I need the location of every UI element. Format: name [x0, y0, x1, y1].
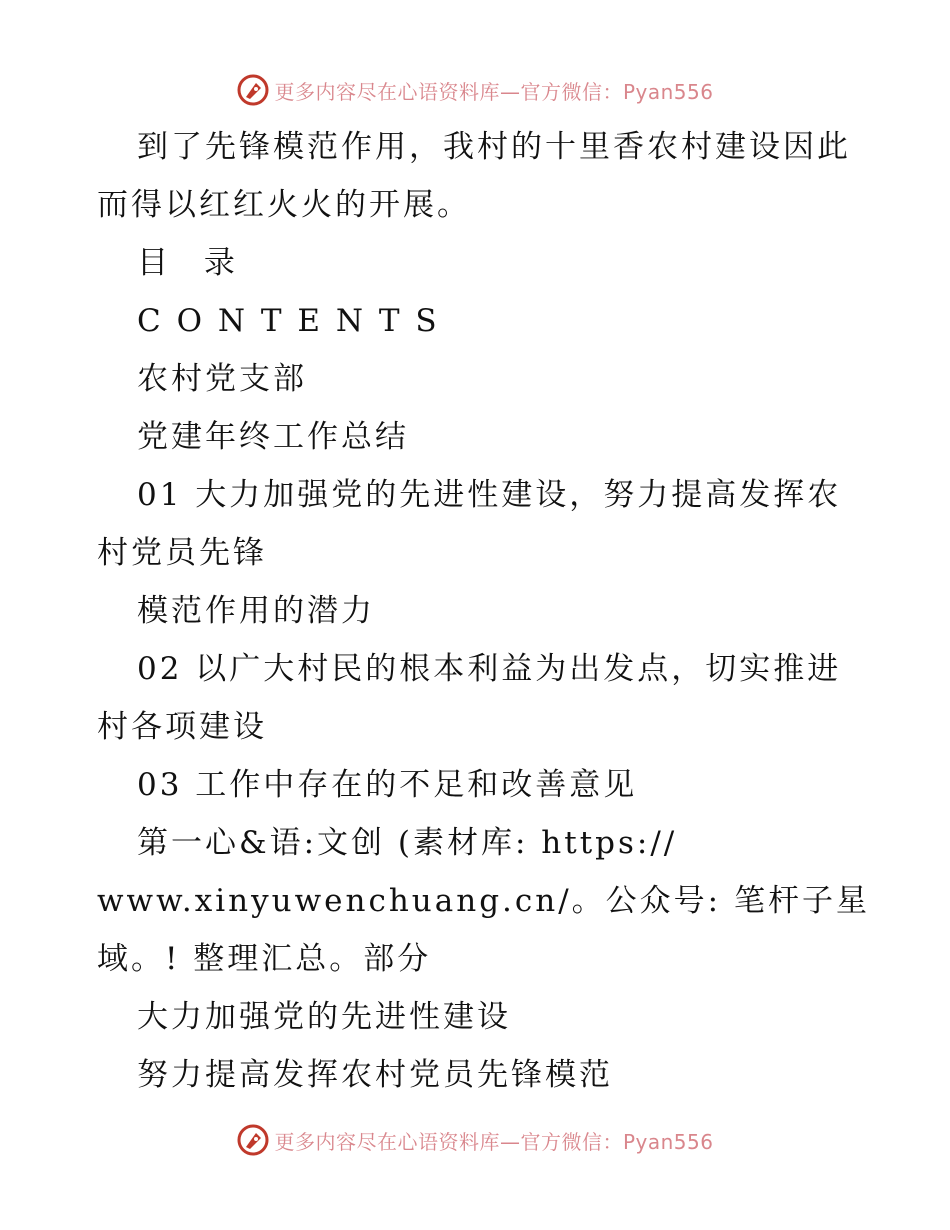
text-line: 党建年终工作总结 — [137, 419, 409, 455]
text-line: 农村党支部 — [137, 361, 307, 397]
pen-nib-icon — [236, 1123, 270, 1157]
toc-contents-label: C O N T E N T S — [137, 303, 440, 339]
text-line: 第一心&语:文创 (素材库: https:// — [137, 825, 678, 861]
text-line: 模范作用的潜力 — [137, 593, 375, 629]
toc-item: 02 以广大村民的根本利益为出发点，切实推进 — [137, 651, 842, 687]
text-line: 到了先锋模范作用，我村的十里香农村建设因此 — [137, 129, 851, 165]
watermark-text: 更多内容尽在心语资料库—官方微信：Pyan556 — [274, 1129, 714, 1154]
toc-item: 03 工作中存在的不足和改善意见 — [137, 767, 638, 803]
toc-heading: 目 录 — [137, 245, 248, 281]
watermark-header — [0, 70, 950, 110]
watermark-footer — [0, 1120, 950, 1160]
section-heading: 大力加强党的先进性建设 — [137, 999, 511, 1035]
text-line: www.xinyuwenchuang.cn/。公众号: 笔杆子星 — [97, 883, 870, 919]
document-body — [97, 118, 870, 1104]
watermark-text: 更多内容尽在心语资料库—官方微信：Pyan556 — [274, 79, 714, 104]
text-line: 村党员先锋 — [97, 535, 267, 571]
text-line: 域。! 整理汇总。部分 — [97, 941, 432, 977]
toc-item: 01 大力加强党的先进性建设，努力提高发挥农 — [137, 477, 842, 513]
text-line: 村各项建设 — [97, 709, 267, 745]
text-line: 而得以红红火火的开展。 — [97, 187, 471, 223]
pen-nib-icon — [236, 73, 270, 107]
section-heading: 努力提高发挥农村党员先锋模范 — [137, 1057, 613, 1093]
